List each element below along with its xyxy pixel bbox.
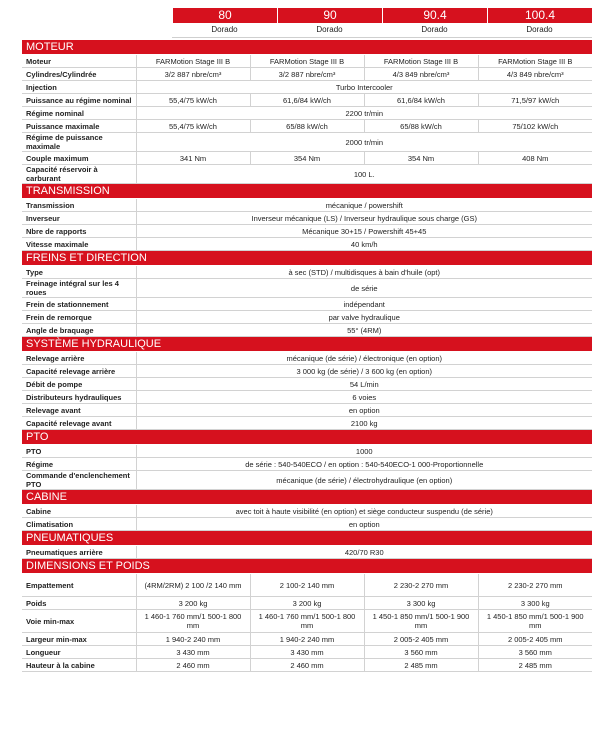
model-name: 100.4 xyxy=(487,8,592,23)
spec-value: 2000 tr/min xyxy=(136,133,592,152)
spec-label: Voie min-max xyxy=(22,610,136,633)
section-title: CABINE xyxy=(22,490,592,505)
model-column-90-4 xyxy=(382,8,487,38)
spec-value: 2 485 mm xyxy=(478,659,592,672)
spec-row-moteur xyxy=(22,55,592,68)
spec-label: Cylindres/Cylindrée xyxy=(22,68,136,81)
spec-value: en option xyxy=(136,404,592,417)
model-trim: Dorado xyxy=(277,23,382,38)
spec-label: Transmission xyxy=(22,199,136,212)
spec-value: 3/2 887 nbre/cm³ xyxy=(136,68,250,81)
spec-value: 55,4/75 kW/ch xyxy=(136,94,250,107)
spec-row-freinage-integral-sur-les-4-roues xyxy=(22,279,592,298)
spec-label: Hauteur à la cabine xyxy=(22,659,136,672)
spec-label: PTO xyxy=(22,445,136,458)
spec-row-puissance-maximale xyxy=(22,120,592,133)
spec-row-pto xyxy=(22,445,592,458)
spec-label: Commande d'enclenchement PTO xyxy=(22,471,136,490)
spec-label: Couple maximum xyxy=(22,152,136,165)
section-header-systeme-hydraulique xyxy=(22,337,592,352)
spec-label: Frein de remorque xyxy=(22,311,136,324)
spec-value: 2 460 mm xyxy=(250,659,364,672)
spec-value: 65/88 kW/ch xyxy=(250,120,364,133)
spec-value: 4/3 849 nbre/cm³ xyxy=(364,68,478,81)
spec-value: FARMotion Stage III B xyxy=(364,55,478,68)
spec-row-frein-de-stationnement xyxy=(22,298,592,311)
spec-value: FARMotion Stage III B xyxy=(250,55,364,68)
spec-value: 1000 xyxy=(136,445,592,458)
spec-value: 2200 tr/min xyxy=(136,107,592,120)
spec-value: 3/2 887 nbre/cm³ xyxy=(250,68,364,81)
spec-value: 40 km/h xyxy=(136,238,592,251)
spec-row-empattement xyxy=(22,574,592,597)
spec-label: Type xyxy=(22,266,136,279)
spec-value: mécanique (de série) / électronique (en option) xyxy=(136,352,592,365)
spec-value: Inverseur mécanique (LS) / Inverseur hydraulique sous charge (GS) xyxy=(136,212,592,225)
spec-row-capacite-relevage-avant xyxy=(22,417,592,430)
spec-label: Cabine xyxy=(22,505,136,518)
spec-value: 4/3 849 nbre/cm³ xyxy=(478,68,592,81)
spec-value: 2 230-2 270 mm xyxy=(478,574,592,597)
model-column-100-4 xyxy=(487,8,592,38)
model-column-90 xyxy=(277,8,382,38)
spec-value: 2 460 mm xyxy=(136,659,250,672)
spec-value: 55,4/75 kW/ch xyxy=(136,120,250,133)
spec-value: 61,6/84 kW/ch xyxy=(364,94,478,107)
section-header-pneumatiques xyxy=(22,531,592,546)
section-header-moteur xyxy=(22,40,592,55)
spec-row-distributeurs-hydrauliques xyxy=(22,391,592,404)
spec-row-type xyxy=(22,266,592,279)
spec-label: Empattement xyxy=(22,574,136,597)
spec-label: Distributeurs hydrauliques xyxy=(22,391,136,404)
spec-label: Capacité relevage arrière xyxy=(22,365,136,378)
spec-value: 3 560 mm xyxy=(478,646,592,659)
spec-label: Capacité réservoir à carburant xyxy=(22,165,136,184)
spec-value: 1 460-1 760 mm/1 500-1 800 mm xyxy=(136,610,250,633)
section-title: MOTEUR xyxy=(22,40,592,55)
spec-value: mécanique / powershift xyxy=(136,199,592,212)
spec-value: FARMotion Stage III B xyxy=(136,55,250,68)
spec-value: 2 005-2 405 mm xyxy=(364,633,478,646)
spec-label: Relevage avant xyxy=(22,404,136,417)
spec-row-angle-de-braquage xyxy=(22,324,592,337)
spec-value: 3 430 mm xyxy=(250,646,364,659)
spec-table xyxy=(22,40,592,672)
section-header-transmission xyxy=(22,184,592,199)
spec-label: Débit de pompe xyxy=(22,378,136,391)
spec-label: Largeur min-max xyxy=(22,633,136,646)
spec-value: 2 005-2 405 mm xyxy=(478,633,592,646)
spec-value: FARMotion Stage III B xyxy=(478,55,592,68)
spec-row-inverseur xyxy=(22,212,592,225)
spec-value: de série : 540-540ECO / en option : 540-540ECO-1 000-Proportionnelle xyxy=(136,458,592,471)
spec-value: 1 450-1 850 mm/1 500-1 900 mm xyxy=(478,610,592,633)
spec-value: 420/70 R30 xyxy=(136,546,592,559)
spec-value: à sec (STD) / multidisques à bain d'huile (opt) xyxy=(136,266,592,279)
spec-row-regime xyxy=(22,458,592,471)
spec-value: de série xyxy=(136,279,592,298)
spec-row-poids xyxy=(22,597,592,610)
spec-row-frein-de-remorque xyxy=(22,311,592,324)
model-trim: Dorado xyxy=(487,23,592,38)
spec-label: Relevage arrière xyxy=(22,352,136,365)
spec-label: Capacité relevage avant xyxy=(22,417,136,430)
spec-label: Régime de puissance maximale xyxy=(22,133,136,152)
spec-label: Angle de braquage xyxy=(22,324,136,337)
spec-row-voie-min-max xyxy=(22,610,592,633)
model-name: 80 xyxy=(172,8,277,23)
spec-value: 354 Nm xyxy=(364,152,478,165)
spec-label: Climatisation xyxy=(22,518,136,531)
section-header-pto xyxy=(22,430,592,445)
model-trim: Dorado xyxy=(172,23,277,38)
spec-label: Régime xyxy=(22,458,136,471)
spec-row-injection xyxy=(22,81,592,94)
spec-row-regime-de-puissance-maximale xyxy=(22,133,592,152)
spec-value: avec toit à haute visibilité (en option) et siège conducteur suspendu (de série) xyxy=(136,505,592,518)
spec-value: 54 L/min xyxy=(136,378,592,391)
spec-value: 354 Nm xyxy=(250,152,364,165)
spec-value: 3 000 kg (de série) / 3 600 kg (en option) xyxy=(136,365,592,378)
spec-label: Poids xyxy=(22,597,136,610)
spec-value: 2 100-2 140 mm xyxy=(250,574,364,597)
spec-row-transmission xyxy=(22,199,592,212)
spec-value: 3 200 kg xyxy=(250,597,364,610)
spec-row-capacite-reservoir-a-carburant xyxy=(22,165,592,184)
spec-value: mécanique (de série) / électrohydraulique (en option) xyxy=(136,471,592,490)
spec-label: Vitesse maximale xyxy=(22,238,136,251)
spec-row-hauteur-a-la-cabine xyxy=(22,659,592,672)
section-title: PNEUMATIQUES xyxy=(22,531,592,546)
spec-label: Frein de stationnement xyxy=(22,298,136,311)
spec-label: Longueur xyxy=(22,646,136,659)
spec-value: 408 Nm xyxy=(478,152,592,165)
spec-row-climatisation xyxy=(22,518,592,531)
spec-row-couple-maximum xyxy=(22,152,592,165)
spec-label: Moteur xyxy=(22,55,136,68)
spec-label: Injection xyxy=(22,81,136,94)
spec-value: 65/88 kW/ch xyxy=(364,120,478,133)
spec-label: Puissance maximale xyxy=(22,120,136,133)
spec-value: 3 560 mm xyxy=(364,646,478,659)
spec-value: 75/102 kW/ch xyxy=(478,120,592,133)
spec-value: 2100 kg xyxy=(136,417,592,430)
section-title: DIMENSIONS ET POIDS xyxy=(22,559,592,574)
spec-value: 2 230-2 270 mm xyxy=(364,574,478,597)
model-header xyxy=(172,8,592,38)
spec-value: 1 940-2 240 mm xyxy=(136,633,250,646)
spec-row-debit-de-pompe xyxy=(22,378,592,391)
spec-label: Freinage intégral sur les 4 roues xyxy=(22,279,136,298)
spec-value: 1 460-1 760 mm/1 500-1 800 mm xyxy=(250,610,364,633)
spec-value: 341 Nm xyxy=(136,152,250,165)
spec-row-regime-nominal xyxy=(22,107,592,120)
spec-row-cabine xyxy=(22,505,592,518)
spec-value: Turbo Intercooler xyxy=(136,81,592,94)
section-title: PTO xyxy=(22,430,592,445)
spec-row-nbre-de-rapports xyxy=(22,225,592,238)
spec-row-vitesse-maximale xyxy=(22,238,592,251)
spec-value: 61,6/84 kW/ch xyxy=(250,94,364,107)
spec-value: (4RM/2RM) 2 100 /2 140 mm xyxy=(136,574,250,597)
spec-row-pneumatiques-arriere xyxy=(22,546,592,559)
section-title: FREINS ET DIRECTION xyxy=(22,251,592,266)
spec-row-puissance-au-regime-nominal xyxy=(22,94,592,107)
section-title: TRANSMISSION xyxy=(22,184,592,199)
spec-label: Inverseur xyxy=(22,212,136,225)
spec-value: 3 300 kg xyxy=(364,597,478,610)
spec-label: Régime nominal xyxy=(22,107,136,120)
section-header-dimensions-et-poids xyxy=(22,559,592,574)
spec-row-capacite-relevage-arriere xyxy=(22,365,592,378)
spec-row-relevage-arriere xyxy=(22,352,592,365)
spec-value: Mécanique 30+15 / Powershift 45+45 xyxy=(136,225,592,238)
spec-value: 1 940-2 240 mm xyxy=(250,633,364,646)
section-title: SYSTÈME HYDRAULIQUE xyxy=(22,337,592,352)
spec-value: 1 450-1 850 mm/1 500-1 900 mm xyxy=(364,610,478,633)
spec-label: Nbre de rapports xyxy=(22,225,136,238)
spec-label: Puissance au régime nominal xyxy=(22,94,136,107)
spec-row-cylindres-cylindree xyxy=(22,68,592,81)
spec-row-largeur-min-max xyxy=(22,633,592,646)
spec-value: 55° (4RM) xyxy=(136,324,592,337)
spec-value: 3 300 kg xyxy=(478,597,592,610)
spec-value: par valve hydraulique xyxy=(136,311,592,324)
model-name: 90 xyxy=(277,8,382,23)
spec-label: Pneumatiques arrière xyxy=(22,546,136,559)
model-trim: Dorado xyxy=(382,23,487,38)
spec-row-commande-d-enclenchement-pto xyxy=(22,471,592,490)
spec-value: 71,5/97 kW/ch xyxy=(478,94,592,107)
section-header-cabine xyxy=(22,490,592,505)
spec-value: 3 200 kg xyxy=(136,597,250,610)
spec-value: 2 485 mm xyxy=(364,659,478,672)
spec-value: en option xyxy=(136,518,592,531)
section-header-freins-et-direction xyxy=(22,251,592,266)
model-column-80 xyxy=(172,8,277,38)
spec-row-relevage-avant xyxy=(22,404,592,417)
spec-value: 3 430 mm xyxy=(136,646,250,659)
spec-value: 100 L. xyxy=(136,165,592,184)
spec-value: indépendant xyxy=(136,298,592,311)
spec-row-longueur xyxy=(22,646,592,659)
spec-value: 6 voies xyxy=(136,391,592,404)
model-name: 90.4 xyxy=(382,8,487,23)
